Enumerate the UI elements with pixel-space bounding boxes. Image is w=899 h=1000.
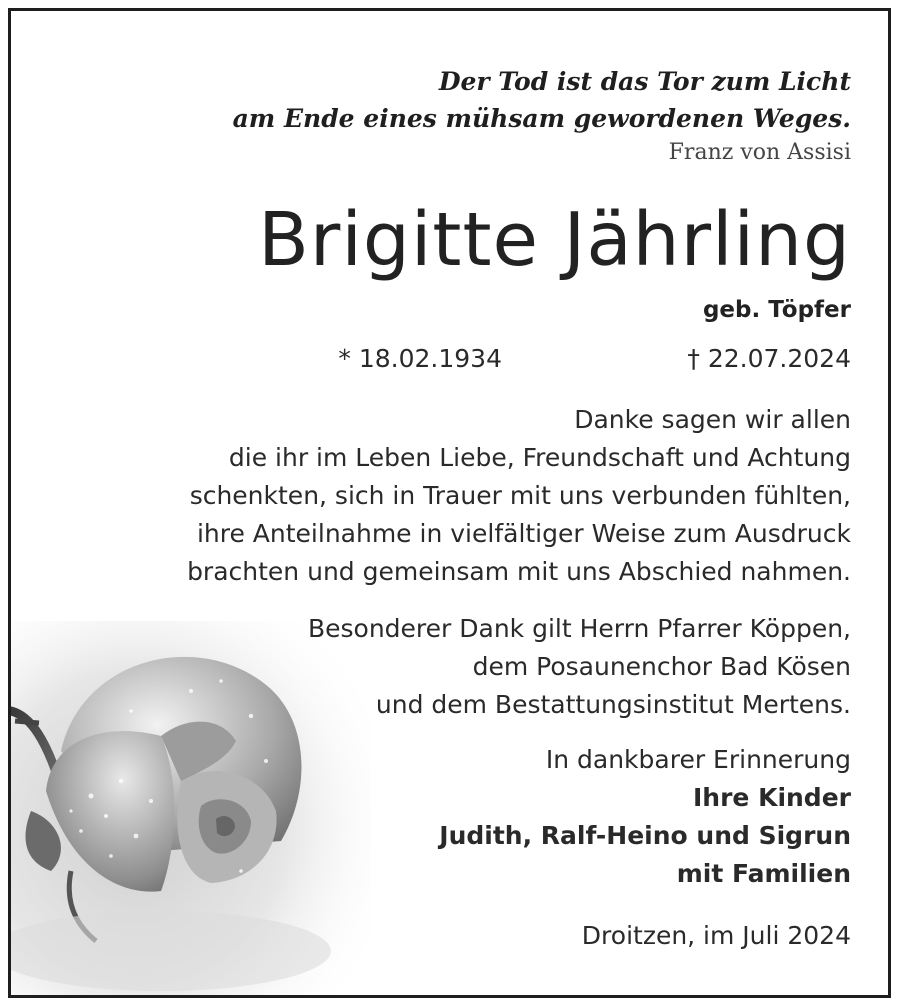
thanks-line: Danke sagen wir allen bbox=[574, 405, 851, 434]
special-thanks-line: und dem Bestattungsinstitut Mertens. bbox=[375, 690, 851, 719]
thanks-paragraph bbox=[187, 401, 851, 591]
signature-block bbox=[439, 741, 851, 893]
thanks-line: schenkten, sich in Trauer mit uns verbunden fühlten, bbox=[189, 481, 851, 510]
obituary-notice bbox=[8, 8, 891, 998]
thanks-line: die ihr im Leben Liebe, Freundschaft und Achtung bbox=[228, 443, 851, 472]
thanks-line: ihre Anteilnahme in vielfältiger Weise zum Ausdruck bbox=[196, 519, 851, 548]
signature-line: Ihre Kinder bbox=[692, 783, 851, 812]
birth-date: * 18.02.1934 bbox=[338, 344, 502, 373]
quote-author: Franz von Assisi bbox=[668, 140, 851, 165]
place-date: Droitzen, im Juli 2024 bbox=[581, 921, 851, 950]
quote-line: am Ende eines mühsam gewordenen Weges. bbox=[232, 104, 851, 133]
signature-names: Judith, Ralf-Heino und Sigrun bbox=[439, 821, 851, 850]
death-date: † 22.07.2024 bbox=[687, 344, 851, 373]
special-thanks-paragraph bbox=[308, 610, 851, 724]
special-thanks-line: Besonderer Dank gilt Herrn Pfarrer Köppen, bbox=[307, 614, 851, 643]
signature-line: mit Familien bbox=[676, 859, 851, 888]
quote bbox=[233, 63, 851, 137]
birth-name: geb. Töpfer bbox=[702, 297, 851, 323]
thanks-line: brachten und gemeinsam mit uns Abschied nahmen. bbox=[187, 557, 851, 586]
deceased-name: Brigitte Jährling bbox=[258, 197, 851, 283]
special-thanks-line: dem Posaunenchor Bad Kösen bbox=[472, 652, 851, 681]
quote-line: Der Tod ist das Tor zum Licht bbox=[438, 67, 851, 96]
signature-intro: In dankbarer Erinnerung bbox=[545, 745, 851, 774]
